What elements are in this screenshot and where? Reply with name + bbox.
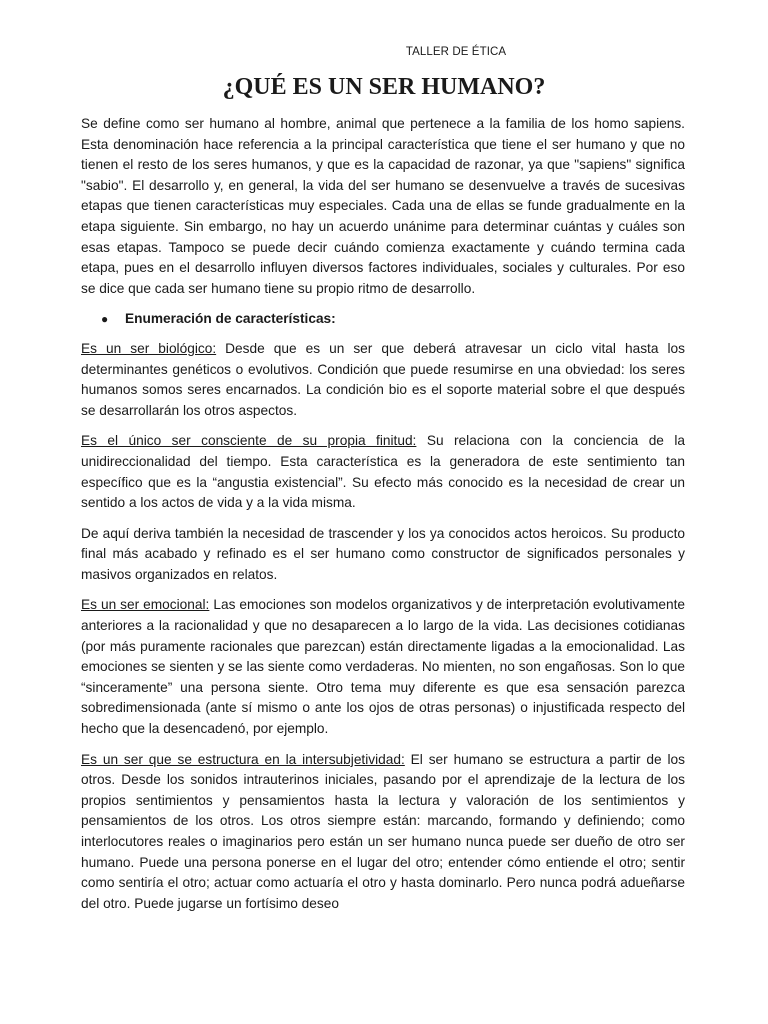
section-text: De aquí deriva también la necesidad de trascender y los ya conocidos actos heroicos. Su producto final más acabado y refinado es el ser humano como constructor de significados personales y masivos organizados en relatos. [81,525,685,582]
section-heading: Es un ser biológico: [81,340,217,356]
section-text: El ser humano se estructura a partir de los otros. Desde los sonidos intrauterinos iniciales, pasando por el aprendizaje de la lectura de los propios sentimientos y pensamientos hasta la lectura y valoración de los sentimientos y pensamientos de los otros. Los otros siempre están: marcando, formando y definiendo; como interlocutores reales o imaginarios pero están un ser humano nunca puede ser dueño de otro ser humano. Puede una persona ponerse en el lugar del otro; entender cómo entiende el otro; sentir como sentiría el otro; actuar como actuaría el otro y hasta dominarlo. Pero nunca podrá adueñarse del otro. Puede jugarse un fortísimo deseo [81,751,685,911]
page-title: ¿QUÉ ES UN SER HUMANO? [222,74,546,100]
section-heading: Es el único ser consciente de su propia finitud: [81,433,417,449]
section-text: Desde que es un ser que deberá atravesar un ciclo vital hasta los determinantes genéticos o evolutivos. Condición que puede resumirse en una obviedad: los seres humanos somos seres encarnados. La condición bio es el soporte material sobre el que después se desarrollarán los otros aspectos. [81,340,685,418]
section-heading: Es un ser emocional: [81,597,210,613]
bullet-icon: ● [101,312,109,327]
section-heading: Es un ser que se estructura en la intersubjetividad: [81,751,405,767]
section-text: Su relaciona con la conciencia de la unidireccionalidad del tiempo. Esta característica es la generadora de este sentimiento tan específico que es la “angustia existencial”. Su efecto más conocido es la necesidad de crear un sentido a los actos de vida y a la vida misma. [81,433,686,511]
bullet-heading [81,309,685,330]
section-trascender [81,524,685,586]
intro-paragraph: Se define como ser humano al hombre, animal que pertenece a la familia de los homo sapiens. Esta denominación hace referencia a la principal característica que tiene el ser humano y que no tienen el resto de los seres humanos, y que es la capacidad de razonar, ya que "sapiens" significa "sabio". El desarrollo y, en general, la vida del ser humano se desenvuelve a través de sucesivas etapas que tienen características muy especiales. Cada una de ellas se funde gradualmente en la etapa siguiente. Sin embargo, no hay un acuerdo unánime para determinar cuántas y cuáles son esas etapas. Tampoco se puede decir cuándo comienza exactamente y cuándo termina cada etapa, pues en el desarrollo influyen diversos factores individuales, sociales y culturales. Por eso se dice que cada ser humano tiene su propio ritmo de desarrollo. [81,116,685,296]
course-label: TALLER DE ÉTICA [405,46,507,58]
course-header [0,46,768,58]
section-biologico [81,339,685,421]
section-intersubjetividad [81,750,685,915]
bullet-label: Enumeración de características: [125,311,336,327]
section-emocional [81,595,685,739]
section-text: Las emociones son modelos organizativos y de interpretación evolutivamente anteriores a la racionalidad y que no desaparecen a lo largo de la vida. Las decisiones cotidianas (por más puramente racionales que parezcan) están directamente ligadas a la emocionalidad. Las emociones se sienten y se las siente como verdaderas. No mienten, no son engañosas. Son lo que “sinceramente” una persona siente. Otro tema muy diferente es que esa sensación parezca sobredimensionada (ante sí mismo o ante los ojos de otras personas) o injustificada respecto del hecho que la desencadenó, por ejemplo. [81,597,685,737]
document-body [81,114,685,924]
section-finitud [81,431,685,513]
